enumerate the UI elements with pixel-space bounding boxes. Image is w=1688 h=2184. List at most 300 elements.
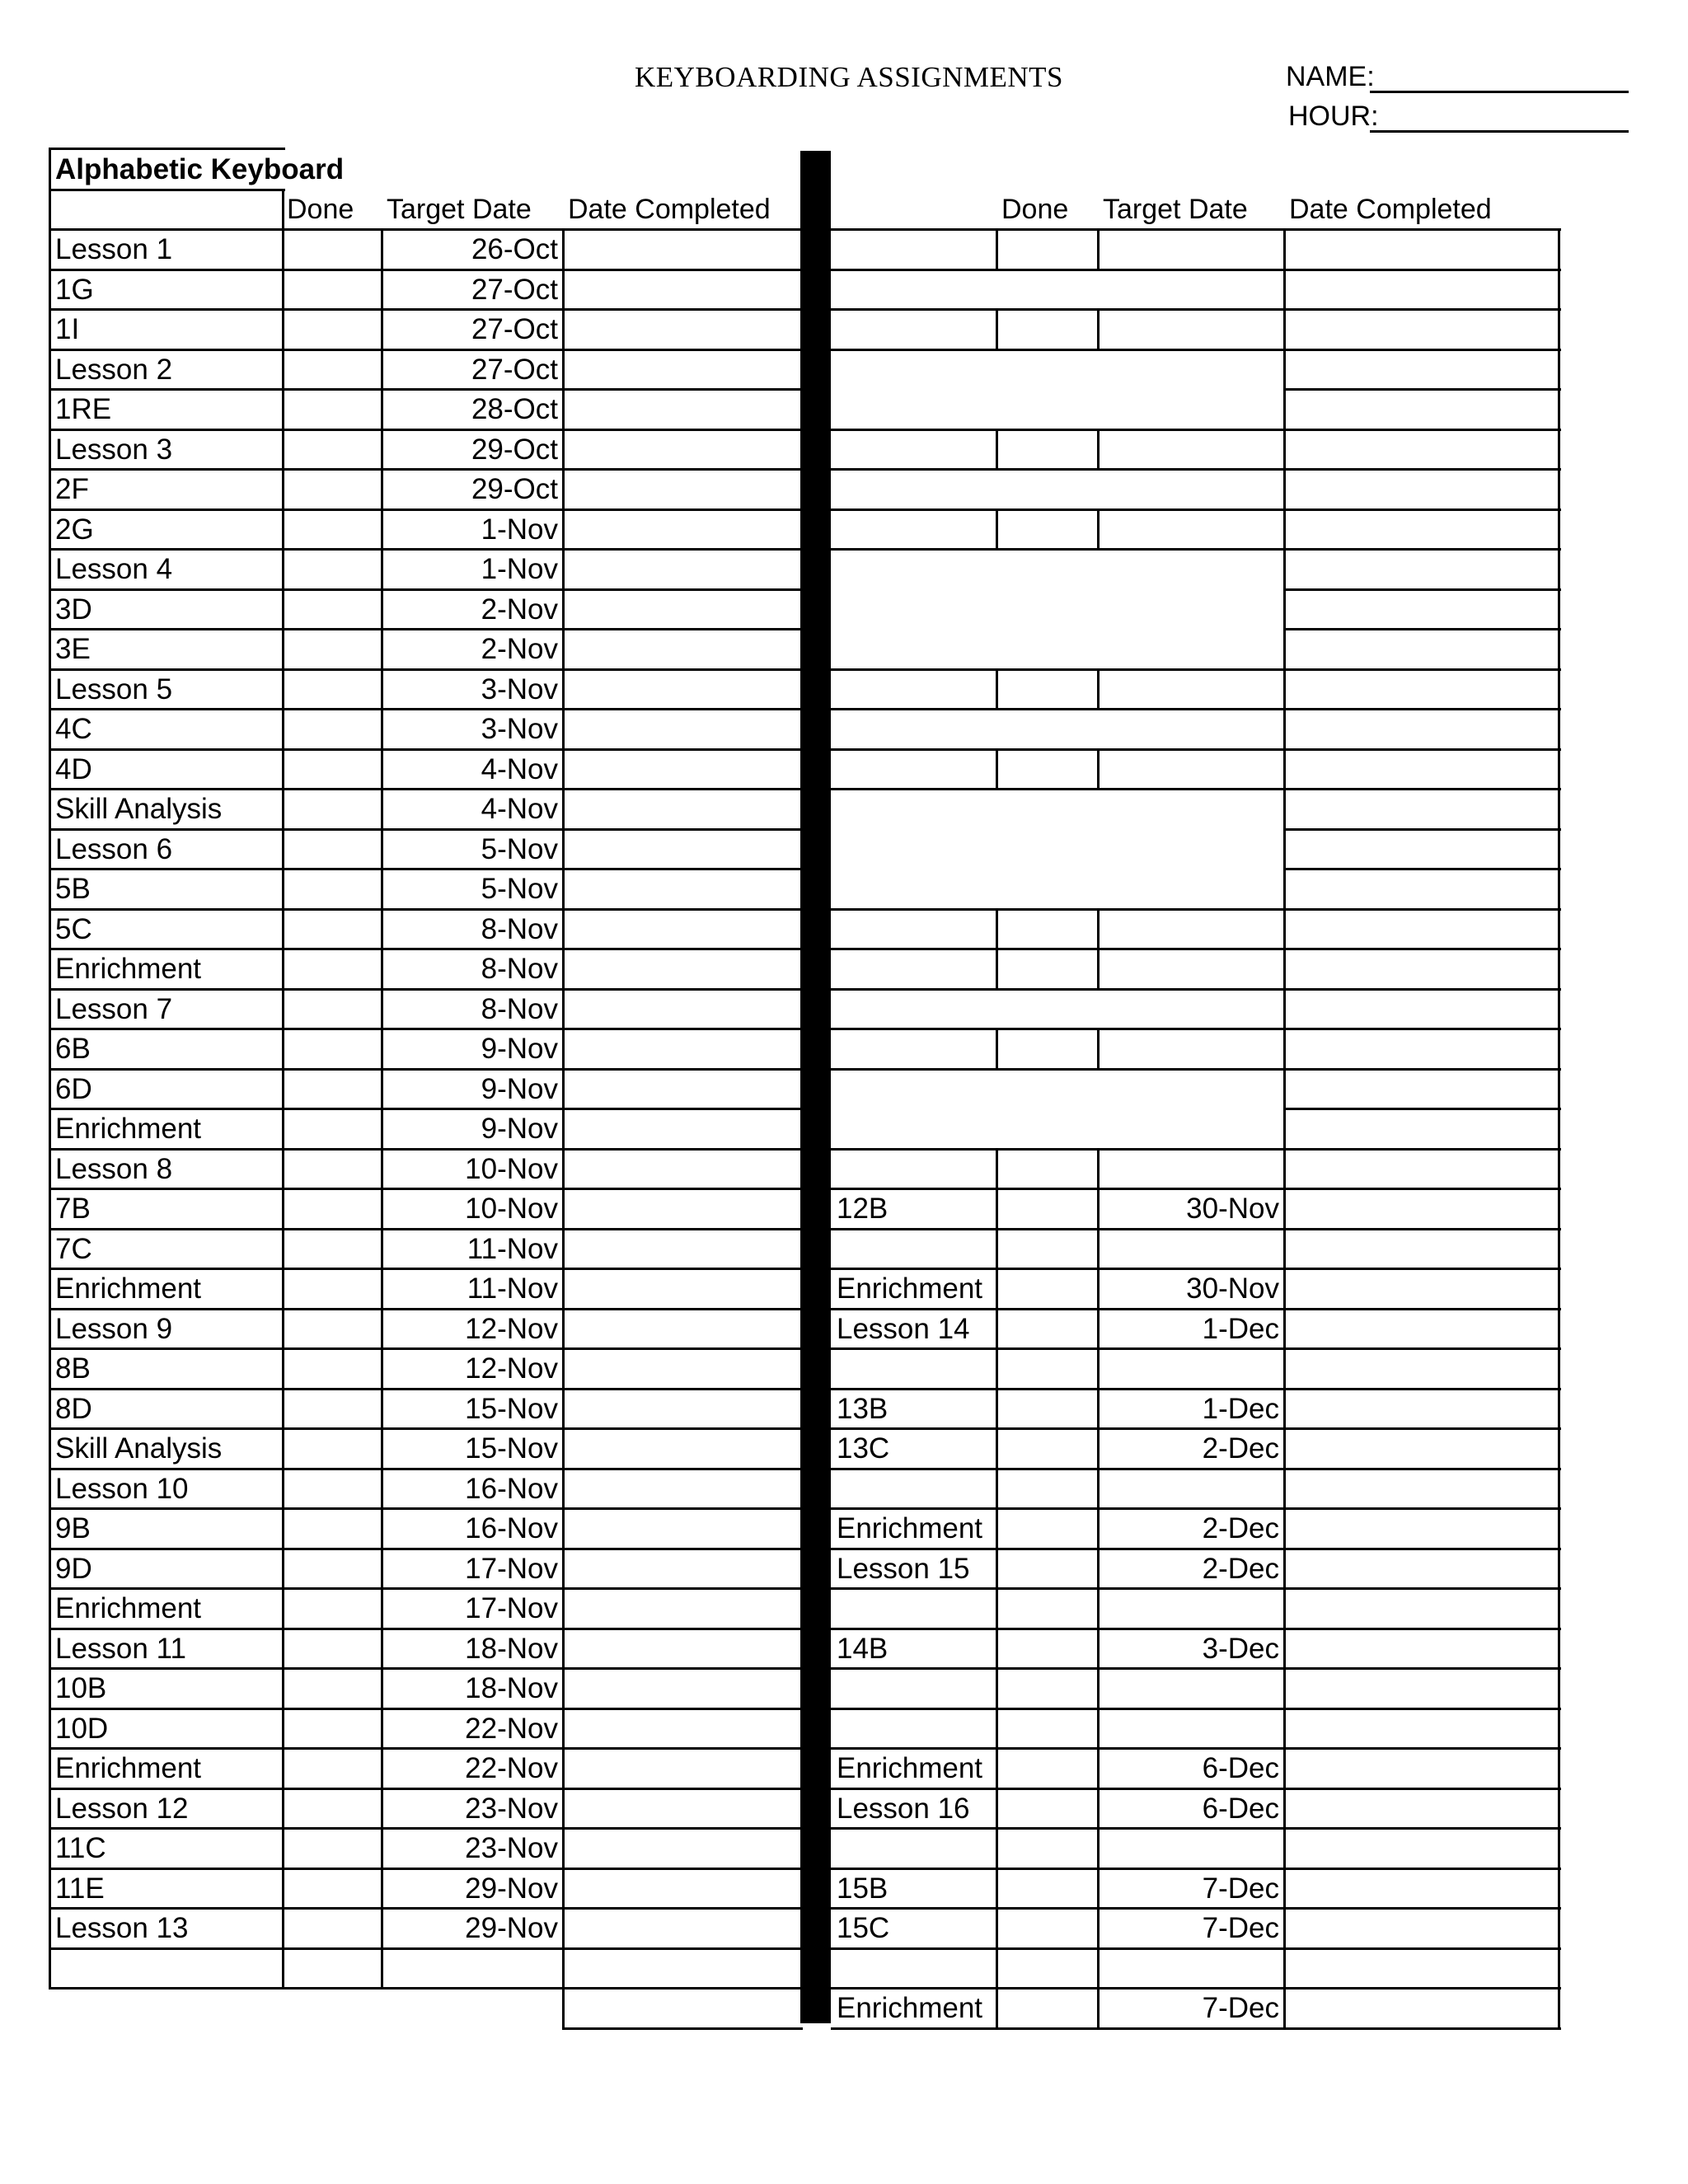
grid-hline — [831, 1907, 1561, 1910]
done-cell[interactable] — [283, 1629, 382, 1668]
grid-hline — [1284, 868, 1561, 870]
grid-hline — [831, 1667, 1561, 1670]
done-cell[interactable] — [283, 829, 382, 869]
done-cell[interactable] — [283, 1828, 382, 1868]
done-cell[interactable] — [996, 1828, 1098, 1868]
grid-hline — [49, 628, 803, 630]
target-date — [1098, 229, 1284, 269]
done-cell[interactable] — [283, 1549, 382, 1588]
assignment-name: Enrichment — [837, 1272, 983, 1305]
assignment-name: 7B — [55, 1193, 91, 1225]
done-cell[interactable] — [996, 1748, 1098, 1788]
target-date: 23-Nov — [465, 1832, 558, 1864]
target-date — [1098, 1108, 1284, 1148]
date-completed-cell[interactable] — [563, 1108, 800, 1148]
date-completed-cell[interactable] — [563, 1828, 800, 1868]
target-date: 26-Oct — [471, 233, 558, 265]
grid-vline — [996, 948, 998, 991]
done-cell[interactable] — [283, 469, 382, 509]
grid-vline — [562, 228, 565, 2030]
assignment-name: 7C — [55, 1232, 92, 1265]
done-cell[interactable] — [283, 1469, 382, 1508]
grid-hline — [1284, 748, 1561, 751]
target-date: 30-Nov — [1186, 1272, 1279, 1305]
target-date — [1098, 1948, 1284, 1988]
done-cell[interactable] — [996, 1389, 1098, 1428]
date-completed-cell[interactable] — [1284, 669, 1559, 709]
date-completed-cell[interactable] — [563, 1428, 800, 1468]
target-date — [1098, 549, 1284, 588]
done-cell[interactable] — [996, 1069, 1098, 1108]
target-date: 7-Dec — [1202, 1872, 1279, 1905]
assignment-name: 5C — [55, 912, 92, 945]
grid-hline — [831, 548, 1287, 551]
date-completed-cell[interactable] — [563, 1868, 800, 1908]
done-cell[interactable] — [283, 1229, 382, 1268]
target-date: 1-Dec — [1202, 1312, 1279, 1345]
date-completed-cell[interactable] — [1284, 1788, 1559, 1828]
grid-hline — [1284, 1148, 1561, 1151]
grid-vline — [996, 668, 998, 711]
table-row — [0, 829, 1, 869]
done-cell[interactable] — [996, 749, 1098, 789]
date-completed-cell[interactable] — [1284, 1668, 1559, 1708]
done-cell[interactable] — [996, 1469, 1098, 1508]
date-completed-cell[interactable] — [563, 1229, 800, 1268]
done-cell[interactable] — [996, 1428, 1098, 1468]
done-cell[interactable] — [283, 669, 382, 709]
table-row — [0, 589, 1, 629]
assignment-name: 9D — [55, 1552, 92, 1585]
done-cell[interactable] — [283, 309, 382, 349]
date-completed-cell[interactable] — [563, 869, 800, 908]
assignment-name: 3D — [55, 593, 92, 626]
assignment-name — [831, 989, 996, 1029]
target-date — [1098, 989, 1284, 1029]
assignment-name: Enrichment — [55, 1113, 202, 1145]
done-cell[interactable] — [996, 1108, 1098, 1148]
done-cell[interactable] — [996, 989, 1098, 1029]
date-completed-cell[interactable] — [1284, 1948, 1559, 1988]
date-completed-cell[interactable] — [1284, 1748, 1559, 1788]
done-cell[interactable] — [996, 229, 1098, 269]
grid-vline — [381, 228, 383, 1990]
target-date: 12-Nov — [465, 1312, 558, 1345]
done-cell[interactable] — [996, 469, 1098, 509]
assignment-name: Lesson 2 — [55, 353, 173, 386]
date-completed-cell[interactable] — [563, 269, 800, 309]
done-cell[interactable] — [996, 589, 1098, 629]
target-date: 10-Nov — [465, 1193, 558, 1225]
done-cell[interactable] — [283, 1389, 382, 1428]
date-completed-cell[interactable] — [563, 829, 800, 869]
date-completed-cell[interactable] — [563, 669, 800, 709]
grid-hline — [49, 1747, 803, 1750]
done-cell[interactable] — [283, 1788, 382, 1828]
date-completed-cell[interactable] — [1284, 549, 1559, 588]
date-completed-cell[interactable] — [1284, 1868, 1559, 1908]
done-cell[interactable] — [283, 1309, 382, 1348]
done-cell[interactable] — [283, 269, 382, 309]
assignment-name — [831, 1668, 996, 1708]
date-completed-cell[interactable] — [1284, 1828, 1559, 1868]
done-cell[interactable] — [283, 1748, 382, 1788]
target-date — [1098, 949, 1284, 988]
target-date — [1098, 1708, 1284, 1748]
done-cell[interactable] — [996, 389, 1098, 429]
right-header-completed: Date Completed — [1289, 194, 1492, 225]
assignment-name: 1RE — [55, 393, 112, 425]
done-cell[interactable] — [996, 429, 1098, 469]
done-cell[interactable] — [996, 1708, 1098, 1748]
done-cell[interactable] — [283, 1708, 382, 1748]
done-cell[interactable] — [996, 1788, 1098, 1828]
grid-hline — [1284, 228, 1561, 231]
date-completed-cell[interactable] — [1284, 1469, 1559, 1508]
date-completed-cell[interactable] — [563, 469, 800, 509]
date-completed-cell[interactable] — [1284, 1149, 1559, 1188]
date-completed-cell[interactable] — [1284, 949, 1559, 988]
target-date: 2-Dec — [1202, 1512, 1279, 1544]
target-date: 4-Nov — [481, 793, 558, 825]
date-completed-cell[interactable] — [563, 1668, 800, 1708]
date-completed-cell[interactable] — [1284, 709, 1559, 748]
assignment-name — [831, 749, 996, 789]
assignment-name: Lesson 1 — [55, 233, 173, 265]
grid-hline — [1284, 468, 1561, 471]
date-completed-cell[interactable] — [1284, 1268, 1559, 1308]
date-completed-cell[interactable] — [1284, 909, 1559, 949]
done-cell[interactable] — [996, 1149, 1098, 1188]
done-cell[interactable] — [996, 509, 1098, 549]
grid-hline — [831, 1587, 1561, 1590]
grid-hline — [831, 468, 1287, 471]
done-cell[interactable] — [283, 1348, 382, 1388]
grid-hline — [1284, 429, 1561, 431]
assignment-name: 14B — [837, 1632, 889, 1665]
date-completed-cell[interactable] — [1284, 629, 1559, 668]
target-date — [1098, 789, 1284, 828]
target-date: 15-Nov — [465, 1432, 558, 1465]
assignment-name: 3E — [55, 633, 91, 665]
table-row — [0, 909, 1, 949]
date-completed-cell[interactable] — [1284, 1908, 1559, 1947]
date-completed-cell[interactable] — [563, 1629, 800, 1668]
date-completed-cell[interactable] — [1284, 1988, 1559, 2027]
grid-hline — [831, 1868, 1561, 1870]
target-date — [1098, 829, 1284, 869]
date-completed-cell[interactable] — [1284, 1629, 1559, 1668]
date-completed-cell[interactable] — [1284, 1708, 1559, 1748]
grid-hline — [49, 1427, 803, 1430]
done-cell[interactable] — [283, 1069, 382, 1108]
date-completed-cell[interactable] — [1284, 1508, 1559, 1548]
date-completed-cell[interactable] — [1284, 1108, 1559, 1148]
assignment-name — [831, 1708, 996, 1748]
done-cell[interactable] — [996, 1508, 1098, 1548]
date-completed-cell[interactable] — [563, 349, 800, 389]
grid-hline — [49, 308, 803, 311]
page-title: KEYBOARDING ASSIGNMENTS — [635, 61, 1064, 93]
assignment-name — [831, 1029, 996, 1068]
target-date — [1098, 1469, 1284, 1508]
date-completed-cell[interactable] — [563, 1948, 800, 1988]
grid-hline — [1284, 388, 1561, 391]
grid-hline — [831, 308, 1287, 311]
done-cell[interactable] — [283, 1029, 382, 1068]
date-completed-cell[interactable] — [563, 909, 800, 949]
date-completed-cell[interactable] — [563, 1348, 800, 1388]
grid-hline — [831, 1507, 1561, 1510]
done-cell[interactable] — [996, 669, 1098, 709]
grid-hline — [49, 748, 803, 751]
date-completed-cell[interactable] — [563, 1188, 800, 1228]
grid-hline — [49, 1148, 803, 1151]
date-completed-cell[interactable] — [563, 1508, 800, 1548]
done-cell[interactable] — [996, 1868, 1098, 1908]
grid-hline — [831, 1148, 1287, 1151]
grid-vline — [1283, 228, 1286, 2030]
target-date: 17-Nov — [465, 1552, 558, 1585]
date-completed-cell[interactable] — [563, 509, 800, 549]
table-row — [0, 949, 1, 988]
grid-hline — [831, 509, 1287, 511]
date-completed-cell[interactable] — [563, 989, 800, 1029]
grid-hline — [49, 1468, 803, 1470]
date-completed-cell[interactable] — [1284, 829, 1559, 869]
done-cell[interactable] — [996, 789, 1098, 828]
date-completed-cell[interactable] — [1284, 509, 1559, 549]
done-cell[interactable] — [283, 1668, 382, 1708]
done-cell[interactable] — [283, 429, 382, 469]
date-completed-cell[interactable] — [563, 309, 800, 349]
done-cell[interactable] — [283, 349, 382, 389]
done-cell[interactable] — [996, 1908, 1098, 1947]
date-completed-cell[interactable] — [563, 549, 800, 588]
date-completed-cell[interactable] — [1284, 1389, 1559, 1428]
date-completed-cell[interactable] — [563, 1748, 800, 1788]
assignment-name — [831, 1469, 996, 1508]
done-cell[interactable] — [996, 1629, 1098, 1668]
date-completed-cell[interactable] — [563, 1549, 800, 1588]
done-cell[interactable] — [996, 349, 1098, 389]
done-cell[interactable] — [283, 749, 382, 789]
date-completed-cell[interactable] — [563, 1268, 800, 1308]
date-completed-cell[interactable] — [563, 789, 800, 828]
date-completed-cell[interactable] — [563, 629, 800, 668]
done-cell[interactable] — [283, 1948, 382, 1988]
done-cell[interactable] — [283, 869, 382, 908]
done-cell[interactable] — [283, 1908, 382, 1947]
done-cell[interactable] — [996, 549, 1098, 588]
target-date: 1-Dec — [1202, 1392, 1279, 1425]
date-completed-cell[interactable] — [1284, 749, 1559, 789]
target-date — [1098, 709, 1284, 748]
section-title-underline — [49, 148, 285, 150]
done-cell[interactable] — [283, 629, 382, 668]
done-cell[interactable] — [996, 829, 1098, 869]
target-date: 3-Nov — [481, 673, 558, 705]
date-completed-cell[interactable] — [563, 1149, 800, 1188]
grid-hline — [831, 1308, 1561, 1310]
done-cell[interactable] — [283, 1868, 382, 1908]
date-completed-cell[interactable] — [1284, 389, 1559, 429]
grid-hline — [831, 748, 1287, 751]
assignment-name: Lesson 3 — [55, 433, 173, 466]
target-date: 2-Nov — [481, 593, 558, 626]
grid-hline — [49, 1868, 803, 1870]
done-cell[interactable] — [283, 1188, 382, 1228]
done-cell[interactable] — [996, 1549, 1098, 1588]
grid-hline — [49, 708, 803, 710]
done-cell[interactable] — [996, 1988, 1098, 2027]
done-cell[interactable] — [283, 909, 382, 949]
date-completed-cell[interactable] — [563, 1029, 800, 1068]
assignment-name: 13B — [837, 1392, 889, 1425]
assignment-name: 1G — [55, 273, 94, 306]
done-cell[interactable] — [283, 1508, 382, 1548]
target-date: 29-Oct — [471, 473, 558, 505]
assignment-name — [831, 269, 996, 309]
date-completed-cell[interactable] — [1284, 1309, 1559, 1348]
date-completed-cell[interactable] — [1284, 1188, 1559, 1228]
grid-hline — [49, 1628, 803, 1630]
target-date — [1098, 1149, 1284, 1188]
assignment-name — [831, 1948, 996, 1988]
grid-vline — [1097, 748, 1100, 791]
date-completed-cell[interactable] — [563, 229, 800, 269]
date-completed-cell[interactable] — [1284, 989, 1559, 1029]
target-date: 27-Oct — [471, 273, 558, 306]
date-completed-cell[interactable] — [1284, 869, 1559, 908]
date-completed-cell[interactable] — [563, 749, 800, 789]
done-cell[interactable] — [996, 909, 1098, 949]
date-completed-cell[interactable] — [563, 1908, 800, 1947]
date-completed-cell[interactable] — [563, 949, 800, 988]
date-completed-cell[interactable] — [1284, 589, 1559, 629]
done-cell[interactable] — [996, 1229, 1098, 1268]
done-cell[interactable] — [283, 389, 382, 429]
table-row — [0, 1588, 1, 1628]
done-cell[interactable] — [283, 229, 382, 269]
done-cell[interactable] — [283, 1149, 382, 1188]
assignment-name: 15C — [837, 1912, 890, 1944]
date-completed-cell[interactable] — [1284, 429, 1559, 469]
grid-hline — [49, 1028, 803, 1030]
grid-vline — [996, 1148, 998, 2030]
date-completed-cell[interactable] — [1284, 1588, 1559, 1628]
grid-vline — [1097, 908, 1100, 951]
hour-field[interactable] — [1370, 130, 1629, 133]
done-cell[interactable] — [283, 949, 382, 988]
done-cell[interactable] — [283, 1108, 382, 1148]
date-completed-cell[interactable] — [1284, 1029, 1559, 1068]
date-completed-cell[interactable] — [1284, 789, 1559, 828]
done-cell[interactable] — [996, 1348, 1098, 1388]
done-cell[interactable] — [996, 1268, 1098, 1308]
date-completed-cell[interactable] — [563, 1069, 800, 1108]
date-completed-cell[interactable] — [1284, 1549, 1559, 1588]
done-cell[interactable] — [283, 509, 382, 549]
date-completed-cell[interactable] — [1284, 269, 1559, 309]
date-completed-cell[interactable] — [563, 709, 800, 748]
date-completed-cell[interactable] — [563, 1708, 800, 1748]
table-row — [0, 549, 1, 588]
target-date: 10-Nov — [465, 1152, 558, 1185]
date-completed-cell[interactable] — [563, 1389, 800, 1428]
grid-hline — [831, 1268, 1561, 1270]
assignment-name — [831, 1229, 996, 1268]
target-date — [1098, 1828, 1284, 1868]
done-cell[interactable] — [996, 309, 1098, 349]
date-completed-cell[interactable] — [1284, 469, 1559, 509]
date-completed-cell[interactable] — [563, 1588, 800, 1628]
grid-vline — [996, 1028, 998, 1071]
done-cell[interactable] — [283, 1588, 382, 1628]
done-cell[interactable] — [996, 1588, 1098, 1628]
done-cell[interactable] — [996, 709, 1098, 748]
grid-hline — [1284, 828, 1561, 831]
done-cell[interactable] — [996, 1668, 1098, 1708]
date-completed-cell[interactable] — [1284, 229, 1559, 269]
grid-hline — [831, 1068, 1287, 1071]
done-cell[interactable] — [283, 989, 382, 1029]
done-cell[interactable] — [283, 1428, 382, 1468]
name-field[interactable] — [1370, 91, 1629, 93]
done-cell[interactable] — [996, 1309, 1098, 1348]
table-row — [0, 1708, 1, 1748]
assignment-name: Lesson 7 — [55, 992, 173, 1025]
target-date: 15-Nov — [465, 1392, 558, 1425]
date-completed-cell[interactable] — [563, 389, 800, 429]
date-completed-cell[interactable] — [1284, 309, 1559, 349]
done-cell[interactable] — [996, 269, 1098, 309]
assignment-name — [831, 909, 996, 949]
date-completed-cell[interactable] — [1284, 349, 1559, 389]
done-cell[interactable] — [996, 949, 1098, 988]
done-cell[interactable] — [996, 1948, 1098, 1988]
grid-hline — [831, 908, 1287, 911]
date-completed-cell[interactable] — [1284, 1069, 1559, 1108]
done-cell[interactable] — [996, 1188, 1098, 1228]
target-date: 7-Dec — [1202, 1992, 1279, 2024]
date-completed-cell[interactable] — [563, 1309, 800, 1348]
done-cell[interactable] — [996, 629, 1098, 668]
target-date: 6-Dec — [1202, 1792, 1279, 1825]
assignment-name: Enrichment — [55, 1272, 202, 1305]
assignment-name: 11E — [55, 1872, 105, 1905]
target-date: 8-Nov — [481, 912, 558, 945]
done-cell[interactable] — [996, 1029, 1098, 1068]
date-completed-cell[interactable] — [1284, 1229, 1559, 1268]
grid-hline — [831, 1788, 1561, 1790]
date-completed-cell[interactable] — [1284, 1348, 1559, 1388]
date-completed-cell[interactable] — [563, 589, 800, 629]
date-completed-cell[interactable] — [1284, 1428, 1559, 1468]
done-cell[interactable] — [283, 789, 382, 828]
done-cell[interactable] — [996, 869, 1098, 908]
done-cell[interactable] — [283, 589, 382, 629]
date-completed-cell[interactable] — [563, 1469, 800, 1508]
grid-hline — [1284, 349, 1561, 351]
done-cell[interactable] — [283, 549, 382, 588]
done-cell[interactable] — [283, 709, 382, 748]
date-completed-cell[interactable] — [563, 1788, 800, 1828]
date-completed-cell[interactable] — [563, 429, 800, 469]
target-date — [1098, 1348, 1284, 1388]
done-cell[interactable] — [283, 1268, 382, 1308]
grid-hline — [1284, 908, 1561, 911]
